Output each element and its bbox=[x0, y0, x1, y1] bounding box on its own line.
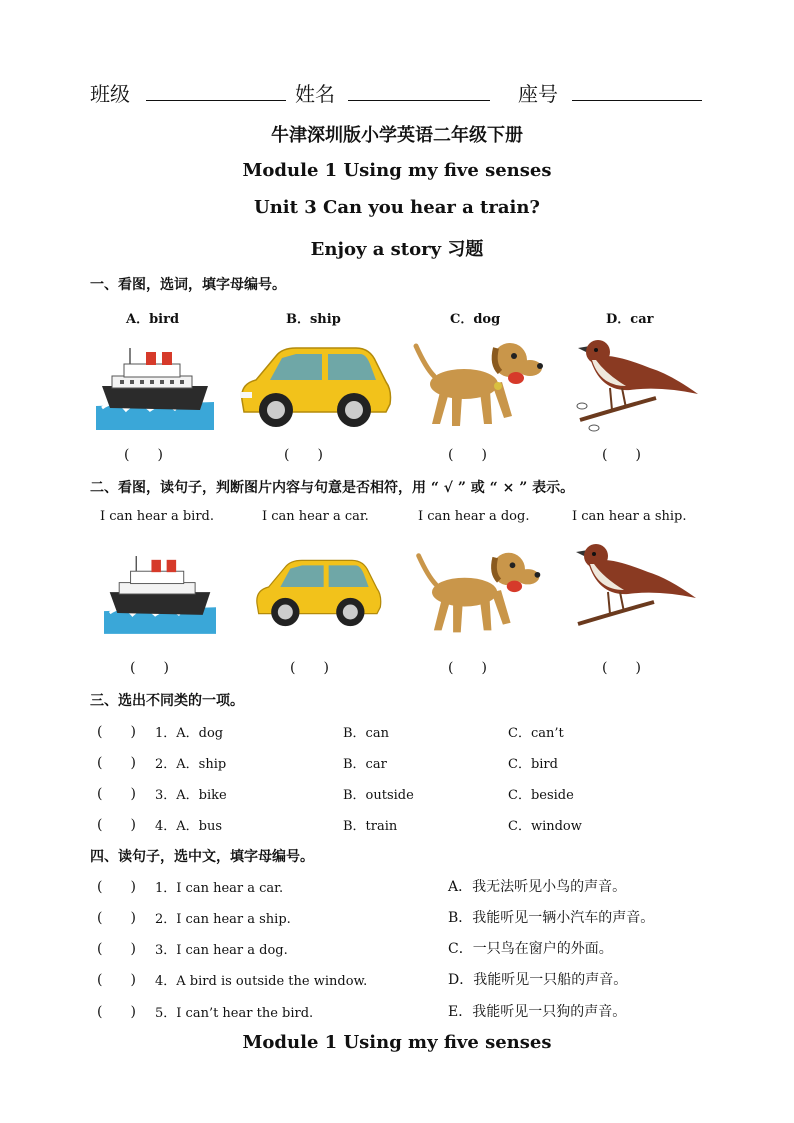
bird-icon-2 bbox=[568, 538, 698, 642]
car-picture-2 bbox=[252, 544, 382, 640]
section2-answer-1[interactable]: ( ) bbox=[130, 660, 169, 676]
unit-title: Unit 3 Can you hear a train? bbox=[254, 197, 540, 218]
section4-sentence-1: 1．I can hear a car. bbox=[155, 881, 284, 896]
section1-option-c: C．dog bbox=[450, 312, 501, 327]
section4-blank-1[interactable]: ( ) bbox=[97, 879, 136, 895]
section4-option-c: C．一只鸟在窗户的外面。 bbox=[448, 941, 613, 957]
section3-blank-4[interactable]: ( ) bbox=[97, 817, 136, 833]
section3-item-2-b: B．car bbox=[343, 757, 387, 772]
section4-option-b: B．我能听见一辆小汽车的声音。 bbox=[448, 910, 655, 926]
section3-item-1-c: C．can’t bbox=[508, 726, 564, 741]
lesson-title: Enjoy a story 习题 bbox=[310, 239, 484, 260]
car-icon bbox=[236, 342, 392, 430]
dog-picture-2 bbox=[412, 548, 544, 640]
section4-option-e: E．我能听见一只狗的声音。 bbox=[448, 1004, 627, 1020]
section1-option-b: B．ship bbox=[286, 312, 341, 327]
section2-answer-3[interactable]: ( ) bbox=[448, 660, 487, 676]
car-picture bbox=[236, 342, 392, 430]
section3-item-4-c: C．window bbox=[508, 819, 582, 834]
ship-icon-2 bbox=[104, 548, 216, 640]
section3-blank-1[interactable]: ( ) bbox=[97, 724, 136, 740]
section4-heading: 四、读句子，选中文，填字母编号。 bbox=[90, 849, 314, 865]
car-icon-2 bbox=[252, 544, 382, 640]
section2-heading: 二、看图，读句子，判断图片内容与句意是否相符，用 “ √ ” 或 “ × ” 表示。 bbox=[90, 480, 575, 496]
ship-icon bbox=[96, 346, 214, 430]
class-label: 班级 bbox=[90, 82, 130, 106]
seat-label: 座号 bbox=[518, 82, 558, 106]
module-title: Module 1 Using my five senses bbox=[242, 160, 552, 181]
ship-picture-2 bbox=[104, 548, 216, 640]
bird-picture bbox=[570, 338, 700, 434]
dog-icon bbox=[412, 338, 544, 434]
dog-picture bbox=[412, 338, 544, 434]
section4-sentence-2: 2．I can hear a ship. bbox=[155, 912, 291, 927]
section3-item-4-a: 4．A．bus bbox=[155, 819, 223, 834]
section1-answer-4[interactable]: ( ) bbox=[602, 447, 641, 463]
section4-blank-3[interactable]: ( ) bbox=[97, 941, 136, 957]
section3-item-2-a: 2．A．ship bbox=[155, 757, 227, 772]
section3-blank-3[interactable]: ( ) bbox=[97, 786, 136, 802]
section2-sentence-4: I can hear a ship. bbox=[572, 509, 687, 524]
section4-blank-2[interactable]: ( ) bbox=[97, 910, 136, 926]
section4-sentence-4: 4．A bird is outside the window. bbox=[155, 974, 368, 989]
section3-item-3-a: 3．A．bike bbox=[155, 788, 227, 803]
section1-option-a: A．bird bbox=[126, 312, 180, 327]
seat-blank[interactable] bbox=[572, 100, 702, 101]
bird-picture-2 bbox=[568, 538, 698, 642]
section3-item-1-b: B．can bbox=[343, 726, 389, 741]
name-label: 姓名 bbox=[295, 82, 335, 106]
class-blank[interactable] bbox=[146, 100, 286, 101]
section3-item-2-c: C．bird bbox=[508, 757, 558, 772]
section4-option-d: D．我能听见一只船的声音。 bbox=[448, 972, 628, 988]
dog-icon-2 bbox=[412, 548, 544, 640]
section2-sentence-1: I can hear a bird. bbox=[100, 509, 214, 524]
section3-blank-2[interactable]: ( ) bbox=[97, 755, 136, 771]
section1-heading: 一、看图，选词，填字母编号。 bbox=[90, 277, 286, 293]
section2-answer-2[interactable]: ( ) bbox=[290, 660, 329, 676]
ship-picture bbox=[96, 346, 214, 430]
section4-sentence-3: 3．I can hear a dog. bbox=[155, 943, 288, 958]
section3-heading: 三、选出不同类的一项。 bbox=[90, 693, 244, 709]
section3-item-4-b: B．train bbox=[343, 819, 398, 834]
section2-answer-4[interactable]: ( ) bbox=[602, 660, 641, 676]
section4-blank-5[interactable]: ( ) bbox=[97, 1004, 136, 1020]
section3-item-1-a: 1．A．dog bbox=[155, 726, 224, 741]
section3-item-3-b: B．outside bbox=[343, 788, 414, 803]
section4-blank-4[interactable]: ( ) bbox=[97, 972, 136, 988]
section1-answer-1[interactable]: ( ) bbox=[124, 447, 163, 463]
section1-answer-2[interactable]: ( ) bbox=[284, 447, 323, 463]
section4-option-a: A．我无法听见小鸟的声音。 bbox=[448, 879, 627, 895]
section2-sentence-3: I can hear a dog. bbox=[418, 509, 530, 524]
book-title: 牛津深圳版小学英语二年级下册 bbox=[271, 125, 523, 146]
section4-sentence-5: 5．I can’t hear the bird. bbox=[155, 1006, 314, 1021]
bird-icon bbox=[570, 338, 700, 434]
name-blank[interactable] bbox=[348, 100, 490, 101]
section3-item-3-c: C．beside bbox=[508, 788, 574, 803]
section1-answer-3[interactable]: ( ) bbox=[448, 447, 487, 463]
footer-module-title: Module 1 Using my five senses bbox=[242, 1032, 552, 1053]
section1-option-d: D．car bbox=[606, 312, 654, 327]
section2-sentence-2: I can hear a car. bbox=[262, 509, 369, 524]
